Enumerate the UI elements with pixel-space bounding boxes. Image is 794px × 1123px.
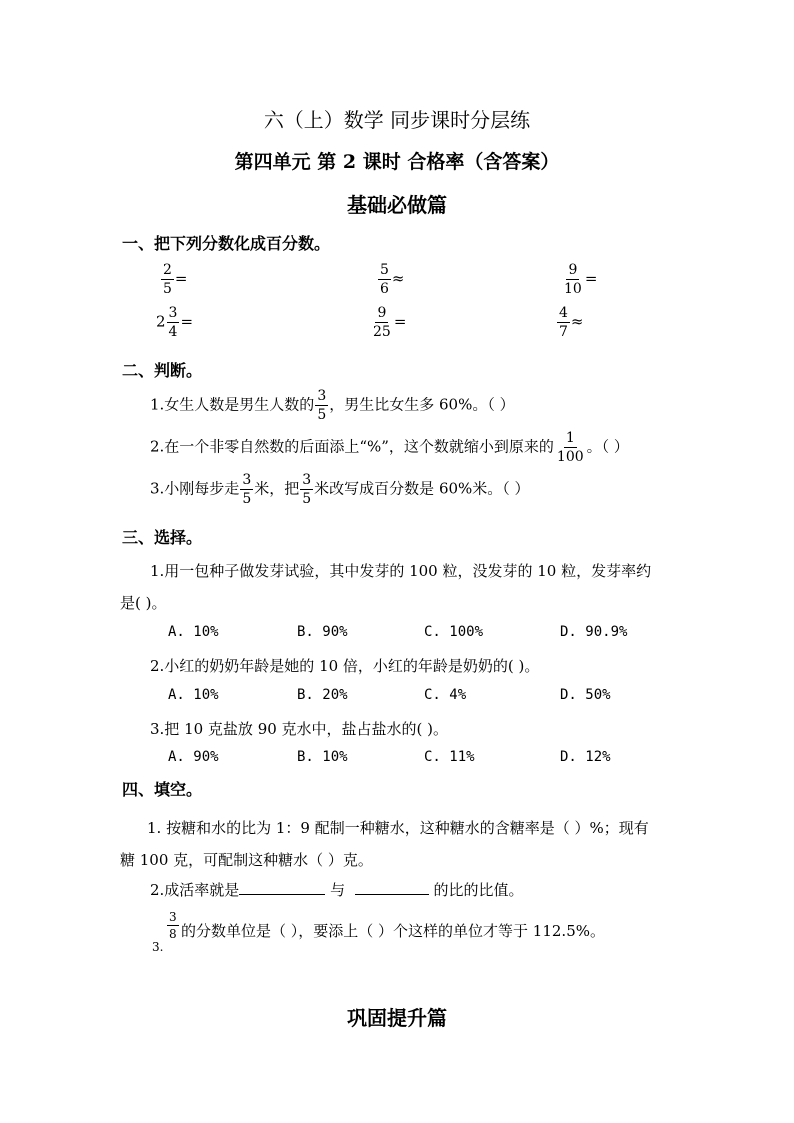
- fraction: $\frac{9}{10}$: [564, 262, 582, 297]
- judge-question-1: 1.女生人数是男生人数的 $\frac{3}{5}$ ，男生比女生多 60%。（ ）: [150, 388, 515, 423]
- fraction: $\frac{3}{8}$: [169, 910, 177, 941]
- part-heading-basic: 基础必做篇: [347, 193, 447, 217]
- fraction: $\frac{3}{5}$: [242, 472, 252, 507]
- choice-option-1c: C. 100%: [424, 624, 484, 640]
- choice-question-1-line-2: 是( )。: [120, 594, 167, 612]
- fill-question-3-text: 的分数单位是（ ），要添上（ ）个这样的单位才等于 112.5%。: [181, 922, 606, 940]
- fraction: $\frac{3}{4}$: [168, 305, 178, 340]
- fraction-item-5: $\frac{9}{25}$ =: [373, 305, 407, 340]
- page-subtitle: 第四单元 第 2 课时 合格率（含答案）: [234, 151, 560, 173]
- fill-question-1-line-1: 1. 按糖和水的比为 1：9 配制一种糖水，这种糖水的含糖率是（ ）%；现有: [147, 819, 649, 837]
- page-title: 六（上）数学 同步课时分层练: [263, 108, 531, 132]
- fraction: $\frac{3}{5}$: [317, 388, 327, 423]
- fraction: $\frac{9}{25}$: [373, 305, 391, 340]
- fraction-item-6: $\frac{4}{7}$ ≈: [559, 305, 584, 340]
- fraction: $\frac{3}{5}$: [302, 472, 312, 507]
- fraction-item-1: $\frac{2}{5}$ =: [163, 262, 188, 297]
- fraction: $\frac{1}{100}$: [556, 430, 584, 465]
- choice-question-1-line-1: 1.用一包种子做发芽试验，其中发芽的 100 粒，没发芽的 10 粒，发芽率约: [150, 562, 652, 580]
- fill-question-3-number: 3.: [152, 940, 164, 954]
- choice-option-2d: D. 50%: [560, 687, 611, 703]
- section-1-heading: 一、把下列分数化成百分数。: [122, 234, 331, 253]
- choice-option-3a: A. 90%: [168, 749, 219, 765]
- choice-question-2: 2.小红的奶奶年龄是她的 10 倍，小红的年龄是奶奶的( )。: [150, 657, 540, 675]
- fill-question-2: 2.成活率就是 与 的比的比值。: [150, 881, 524, 899]
- section-2-heading: 二、判断。: [122, 361, 203, 380]
- choice-option-1d: D. 90.9%: [560, 624, 628, 640]
- fraction: $\frac{5}{6}$: [380, 262, 389, 297]
- answer-blank-1[interactable]: [239, 894, 325, 895]
- fill-question-1-line-2: 糖 100 克，可配制这种糖水（ ）克。: [120, 851, 373, 869]
- fill-question-3-fraction: [166, 911, 180, 940]
- choice-option-3b: B. 10%: [297, 749, 348, 765]
- judge-question-2: 2.在一个非零自然数的后面添上“%”，这个数就缩小到原来的 $\frac{1}{100}$ 。（ ）: [150, 430, 629, 465]
- choice-option-2c: C. 4%: [424, 687, 467, 703]
- fraction: $\frac{4}{7}$: [559, 305, 568, 340]
- choice-option-1a: A. 10%: [168, 624, 219, 640]
- fraction-item-3: $\frac{9}{10}$ =: [564, 262, 598, 297]
- judge-question-3: 3.小刚每步走 $\frac{3}{5}$ 米，把 $\frac{3}{5}$ 米改写成百分数是 60%米。（ ）: [150, 472, 530, 507]
- fraction-item-4: 2 $\frac{3}{4}$ =: [156, 305, 194, 340]
- fraction-item-2: $\frac{5}{6}$ ≈: [380, 262, 405, 297]
- choice-option-1b: B. 90%: [297, 624, 348, 640]
- choice-option-3d: D. 12%: [560, 749, 611, 765]
- part-heading-advanced: 巩固提升篇: [347, 1006, 447, 1030]
- section-4-heading: 四、填空。: [122, 780, 203, 799]
- section-3-heading: 三、选择。: [122, 528, 203, 547]
- choice-question-3: 3.把 10 克盐放 90 克水中，盐占盐水的( )。: [150, 720, 449, 738]
- choice-option-3c: C. 11%: [424, 749, 475, 765]
- choice-option-2a: A. 10%: [168, 687, 219, 703]
- fraction: $\frac{2}{5}$: [163, 262, 172, 297]
- answer-blank-2[interactable]: [355, 894, 429, 895]
- choice-option-2b: B. 20%: [297, 687, 348, 703]
